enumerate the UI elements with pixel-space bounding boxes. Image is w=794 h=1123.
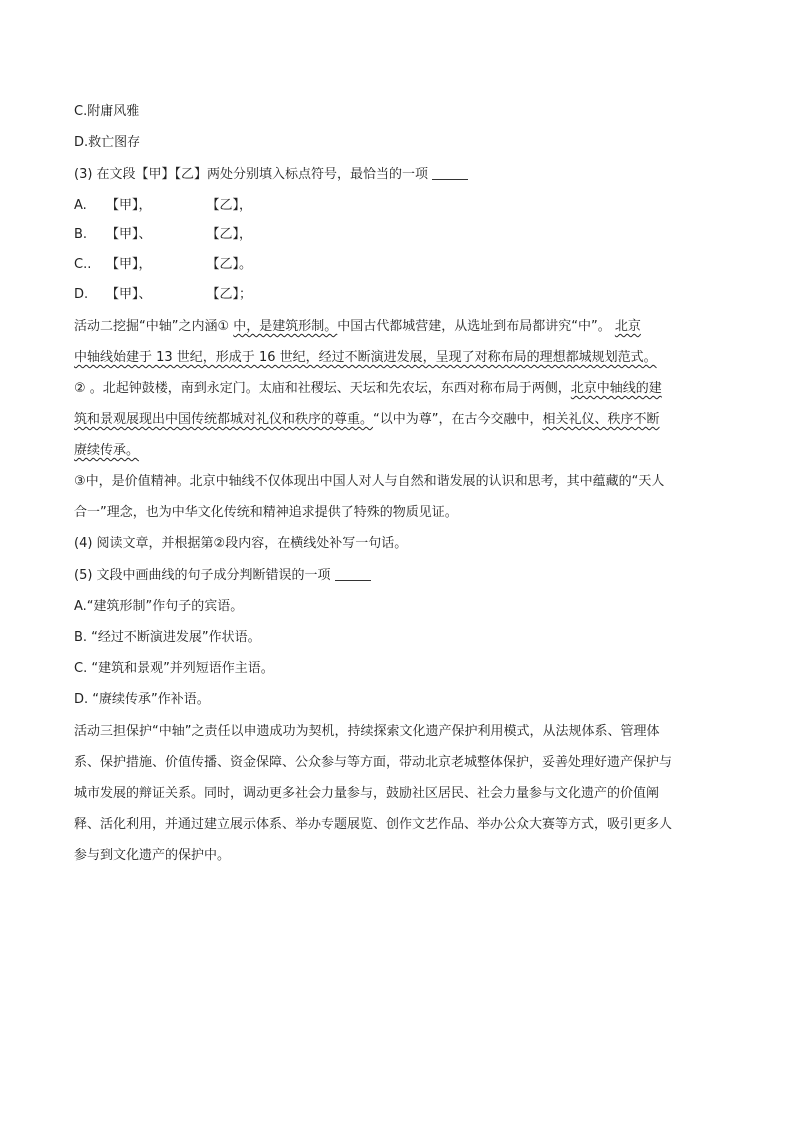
activity3-line-4: 释、活化利用，并通过建立展示体系、举办专题展览、创作文艺作品、举办公众大赛等方式，吸引更多人 [74, 817, 673, 832]
q5-stem-text: (5) 文段中画曲线的句子成分判断错误的一项 [74, 568, 331, 583]
answer-blank[interactable] [432, 167, 468, 180]
option-yi: 【乙】； [206, 287, 253, 302]
activity2-line-3 [74, 380, 662, 398]
option-yi: 【乙】， [206, 227, 253, 242]
activity3-line-3: 城市发展的辩证关系。同时，调动更多社会力量参与，鼓励社区居民、社会力量参与文化遗产的价值阐 [74, 786, 660, 801]
option-letter: D. [74, 287, 89, 302]
activity3-line-2: 系、保护措施、价值传播、资金保障、公众参与等方面，带动北京老城整体保护，妥善处理好遗产保护与 [74, 755, 673, 770]
option-jia: 【甲】， [106, 257, 152, 272]
underlined-sentence: 筑和景观展现出中国传统都城对礼仪和秩序的尊重。 [74, 412, 374, 427]
q5-option-a: A.“建筑形制”作句子的宾语。 [74, 599, 244, 614]
answer-blank[interactable] [335, 568, 371, 581]
underlined-sentence: 中轴线始建于 13 世纪，形成于 16 世纪，经过不断演进发展，呈现了对称布局的理想都城规划范式。 [74, 350, 657, 365]
q3-stem-text: (3) 在文段【甲】【乙】两处分别填入标点符号，最恰当的一项 [74, 167, 429, 182]
text-run: “以中为尊”，在古今交融中， [373, 412, 543, 427]
activity2-line-7: 合一”理念，也为中华文化传统和精神追求提供了特殊的物质见证。 [74, 505, 458, 520]
q2-option-c: C.附庸风雅 [74, 104, 140, 119]
activity3-line-1: 活动三担保护“中轴”之责任以申遗成功为契机，持续探索文化遗产保护利用模式，从法规体系、管理体 [74, 724, 660, 739]
option-jia: 【甲】， [106, 198, 152, 213]
activity2-line-5 [74, 442, 139, 460]
q5-option-d: D. “赓续传承”作补语。 [74, 692, 210, 707]
text-run: 中国古代都城营建，从选址到布局都讲究“中”。 [337, 319, 615, 334]
q3-option-c [74, 256, 252, 274]
q4-stem: (4) 阅读文章，并根据第②段内容，在横线处补写一句话。 [74, 536, 408, 551]
activity2-line-6: ③中，是价值精神。北京中轴线不仅体现出中国人对人与自然和谐发展的认识和思考，其中蕴藏的“天人 [74, 474, 665, 489]
activity2-line-1 [74, 318, 641, 336]
option-yi: 【乙】， [206, 198, 253, 213]
q5-option-b: B. “经过不断演进发展”作状语。 [74, 630, 261, 645]
q3-option-b [74, 226, 252, 244]
q2-option-d: D.救亡图存 [74, 135, 141, 150]
option-letter: B. [74, 227, 88, 242]
activity2-line-4 [74, 411, 660, 429]
underlined-sentence: 北京中轴线的建 [570, 381, 662, 396]
q3-option-a [74, 197, 252, 215]
option-jia: 【甲】、 [106, 287, 152, 302]
text-run: ② 。北起钟鼓楼，南到永定门。太庙和社稷坛、天坛和先农坛，东西对称布局于两侧， [74, 381, 571, 396]
activity2-line-2 [74, 349, 657, 367]
text-run: 活动二挖掘“中轴”之内涵① [74, 319, 234, 334]
option-jia: 【甲】、 [106, 227, 152, 242]
option-letter: A. [74, 198, 87, 213]
option-letter: C.. [74, 257, 92, 272]
underlined-sentence: 赓续传承。 [74, 443, 140, 458]
activity3-line-5: 参与到文化遗产的保护中。 [74, 848, 231, 863]
underlined-sentence: 相关礼仪、秩序不断 [542, 412, 660, 427]
q5-option-c: C. “建筑和景观”并列短语作主语。 [74, 661, 274, 676]
q3-stem [74, 166, 468, 184]
underlined-sentence: 北京 [614, 319, 641, 334]
option-yi: 【乙】。 [206, 257, 253, 272]
underlined-sentence: 中，是建筑形制。 [233, 319, 338, 334]
q5-stem [74, 567, 371, 585]
q3-option-d [74, 286, 252, 304]
